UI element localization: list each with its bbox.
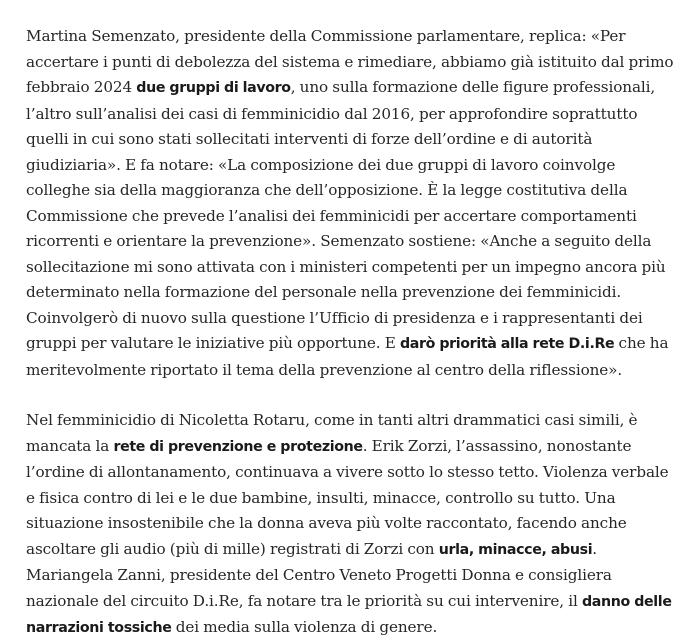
text-run: , uno sulla formazione delle figure professionali, l’altro sull’analisi dei casi di femminicidio dal 2016, per approfondire soprattutto quelli in cui sono stati sollecitati interventi di forze dell’ordine e di autorità giudiziaria». E fa notare: «La composizione dei due gruppi di lavoro coinvolge colleghe sia della maggioranza che dell’opposizione. È la legge costitutiva della Commissione che prevede l’analisi dei femminicidi per accertare comportamenti ricorrenti e orientare la prevenzione». Semenzato sostiene: «Anche a seguito della sollecitazione mi sono attivata con i ministeri competenti per un impegno ancora più determinato nella formazione del personale nella prevenzione dei femminicidi. Coinvolgerò di nuovo sulla questione l’Ufficio di presidenza e i rappresentanti dei gruppi per valutare le iniziative più opportune. E	[26, 78, 666, 352]
bold-text: darò priorità alla rete D.i.Re	[399, 336, 615, 352]
bold-text: danno delle narrazioni tossiche	[26, 593, 672, 636]
article-body	[26, 24, 678, 642]
bold-text: urla, minacce, abusi	[438, 541, 593, 558]
text-run: dei media sulla violenza di genere.	[171, 618, 438, 636]
article-paragraph	[26, 408, 678, 642]
text-run: Nel femminicidio di Nicoletta Rotaru, come in tanti altri drammatici casi simili, è mancata la	[26, 411, 638, 455]
article-paragraph	[26, 24, 678, 383]
bold-text: due gruppi di lavoro	[136, 80, 291, 96]
bold-text: rete di prevenzione e protezione	[113, 438, 363, 455]
text-run: Martina Semenzato, presidente della Commissione parlamentare, replica: «Per accertare i punti di debolezza del sistema e rimediare, abbiamo già istituito dal primo febbraio 2024	[26, 27, 674, 96]
text-run: . Erik Zorzi, l’assassino, nonostante l’ordine di allontanamento, continuava a vivere sotto lo stesso tetto. Violenza verbale e fisica contro di lei e le due bambine, insulti, minacce, controllo su tutto. Una situazione insostenibile che la donna aveva più volte raccontato, facendo anche ascoltare gli audio (più di mille) registrati di Zorzi con	[26, 436, 669, 558]
text-run: . Mariangela Zanni, presidente del Centro Veneto Progetti Donna e consigliera nazionale del circuito D.i.Re, fa notare tra le priorità su cui intervenire, il	[26, 539, 612, 610]
text-run: che ha meritevolmente riportato il tema della prevenzione al centro della riflessione».	[26, 334, 669, 379]
